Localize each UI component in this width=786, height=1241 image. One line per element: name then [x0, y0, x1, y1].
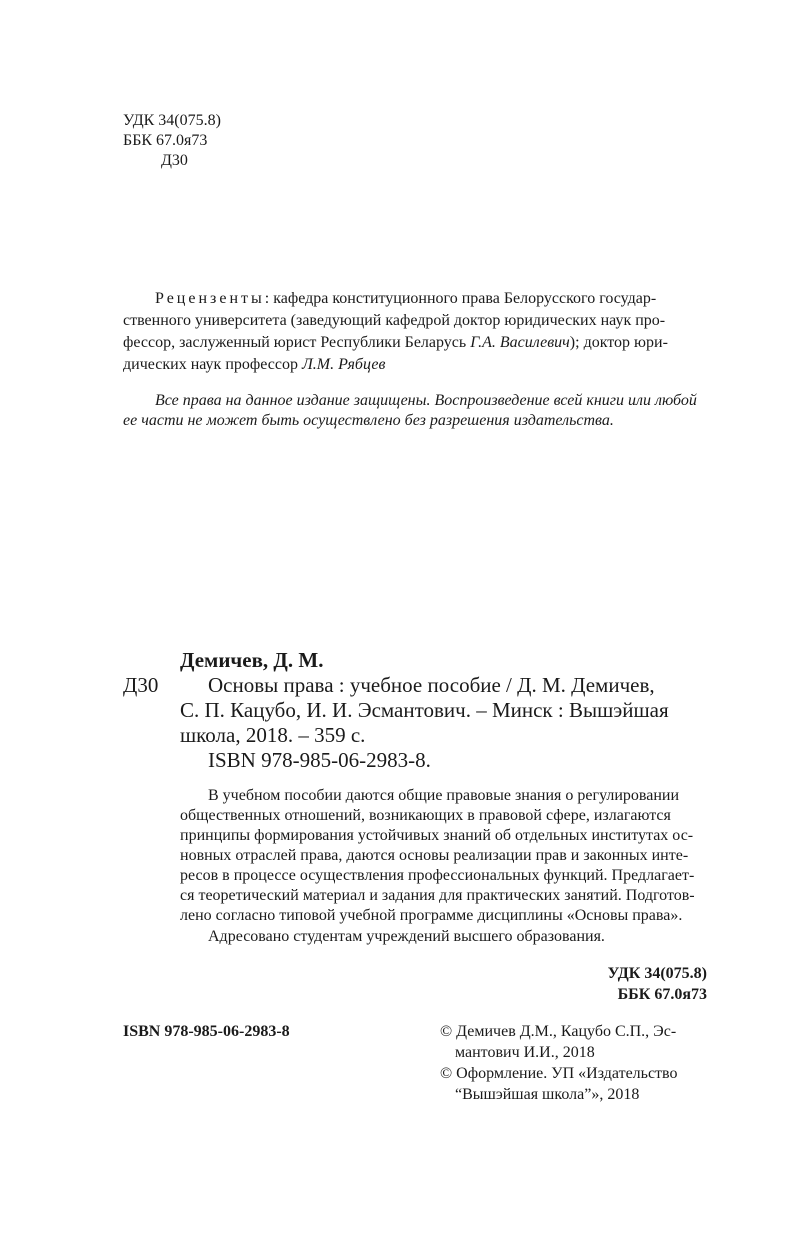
reviewers-line-3: фессор, заслуженный юрист Республики Беларусь Г.А. Василевич); доктор юри-: [123, 334, 668, 351]
catalog-line-1: Основы права : учебное пособие / Д. М. Демичев,: [208, 673, 655, 697]
copyright-design-line-1: © Оформление. УП «Издательство: [440, 1065, 678, 1082]
copyright-authors-line-2: мантович И.И., 2018: [455, 1044, 595, 1061]
abstract-line-6: ся теоретический материал и задания для практических занятий. Подготов-: [180, 887, 695, 904]
catalog-mark: Д30: [123, 673, 159, 697]
abstract-line-5: ресов в процессе осуществления профессиональных функций. Предлагает-: [180, 867, 695, 884]
catalog-line-3: школа, 2018. – 359 с.: [180, 723, 366, 747]
catalog-heading: Демичев, Д. М.: [180, 648, 324, 672]
udk-code: УДК 34(075.8): [123, 112, 221, 129]
copyright-design-line-2: “Вышэйшая школа”», 2018: [455, 1086, 640, 1103]
catalog-isbn: ISBN 978-985-06-2983-8.: [208, 748, 431, 772]
bottom-udk-code: УДК 34(075.8): [607, 965, 707, 982]
reviewer-name-ryabtsev: Л.М. Рябцев: [301, 356, 386, 373]
catalog-line-2: С. П. Кацубо, И. И. Эсмантович. – Минск : Вышэйшая: [180, 698, 669, 722]
abstract-line-7: лено согласно типовой учебной программе дисциплины «Основы права».: [180, 907, 683, 924]
abstract-line-1: В учебном пособии даются общие правовые знания о регулировании: [208, 787, 680, 804]
abstract-line-4: новных отраслей права, даются основы реализации прав и законных инте-: [180, 847, 689, 864]
bbk-code: ББК 67.0я73: [123, 132, 208, 149]
rights-notice-line-2: ее части не может быть осуществлено без разрешения издательства.: [123, 412, 614, 429]
bottom-bbk-code: ББК 67.0я73: [617, 986, 707, 1003]
reviewers-line-1: [155, 289, 656, 309]
reviewers-line-4: дических наук профессор Л.М. Рябцев: [123, 356, 386, 373]
abstract-audience: Адресовано студентам учреждений высшего образования.: [208, 928, 605, 945]
abstract-line-3: принципы формирования устойчивых знаний об отдельных институтах ос-: [180, 827, 694, 844]
rights-notice-line-1: Все права на данное издание защищены. Воспроизведение всей книги или любой: [155, 392, 697, 409]
reviewers-label: Рецензенты: [155, 290, 265, 307]
footer-isbn: ISBN 978-985-06-2983-8: [123, 1023, 290, 1040]
reviewers-line-2: ственного университета (заведующий кафедрой доктор юридических наук про-: [123, 312, 666, 329]
author-mark: Д30: [161, 152, 188, 169]
reviewers-line-1-text: : кафедра конституционного права Белорусского государ-: [264, 290, 657, 307]
reviewer-name-vasilevich: Г.А. Василевич: [470, 334, 570, 351]
copyright-authors-line-1: © Демичев Д.М., Кацубо С.П., Эс-: [440, 1023, 677, 1040]
abstract-line-2: общественных отношений, возникающих в правовой сфере, излагаются: [180, 807, 671, 824]
